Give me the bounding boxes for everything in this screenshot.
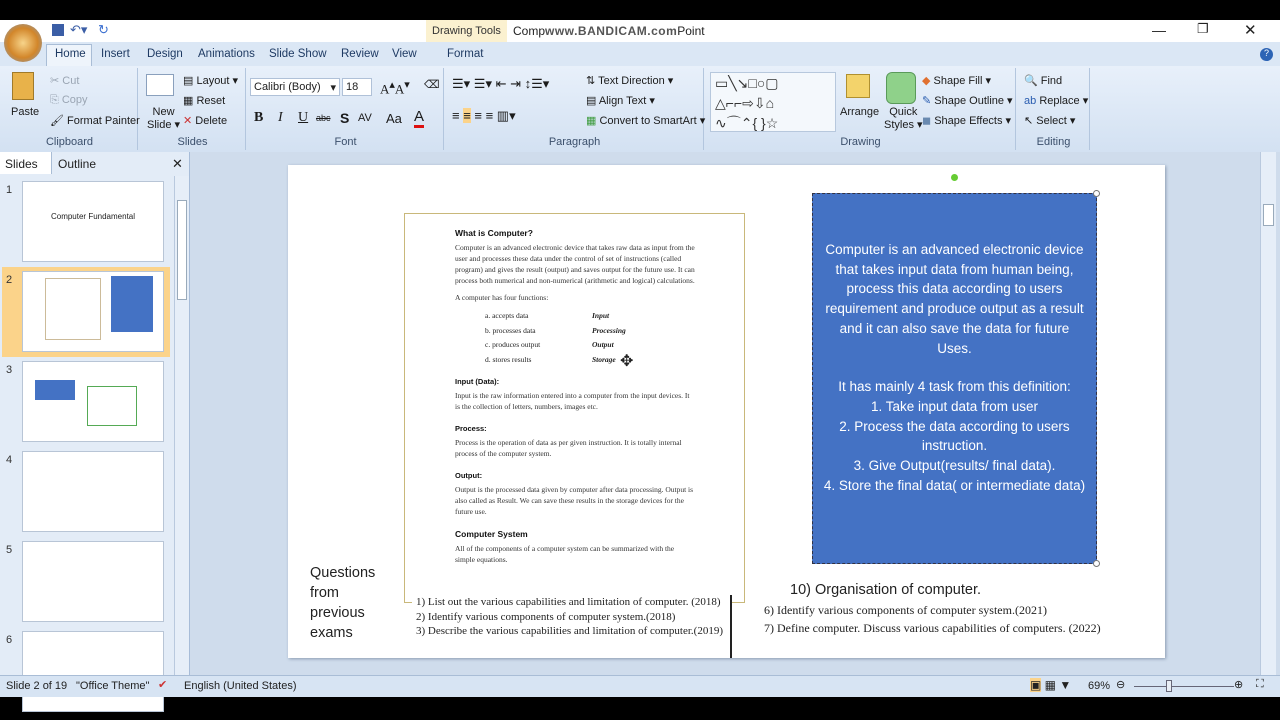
editing-group — [1018, 68, 1090, 150]
title-text: Comp — [513, 24, 546, 38]
align-buttons[interactable]: ≡ ≡ ≡ ≡ ▥▾ — [452, 108, 516, 123]
questions-label[interactable]: Questions from previous exams — [310, 565, 376, 641]
doc-heading: Process: — [455, 424, 487, 433]
tab-outline[interactable]: Outline — [58, 157, 97, 171]
slide-scrollbar[interactable] — [1260, 152, 1276, 675]
slide-canvas[interactable] — [288, 165, 1165, 658]
slide-thumbnail[interactable] — [22, 361, 164, 442]
arrange-icon — [846, 74, 870, 98]
paragraph-label: Paragraph — [548, 136, 601, 148]
strikethrough-button[interactable]: abc — [316, 113, 331, 123]
font-name-select[interactable]: Calibri (Body) ▾ — [250, 78, 340, 96]
cut-button[interactable]: ✂ Cut — [50, 75, 80, 87]
slide-thumbnail[interactable] — [22, 541, 164, 622]
mouse-cursor-icon: ✥ — [620, 353, 634, 370]
reset-button[interactable]: ▦ Reset — [183, 95, 226, 107]
tab-design[interactable]: Design — [147, 48, 183, 60]
document-image[interactable] — [404, 213, 745, 603]
office-button[interactable] — [4, 24, 42, 62]
scroll-thumb[interactable] — [1263, 204, 1274, 226]
question-item: 2) Identify various components of computer system.(2018) — [416, 610, 676, 623]
help-icon[interactable]: ? — [1260, 48, 1273, 61]
status-bar — [0, 675, 1280, 697]
paste-button[interactable]: Paste — [11, 106, 40, 118]
slides-label: Slides — [177, 136, 208, 148]
slide-counter: Slide 2 of 19 — [6, 680, 68, 692]
paragraph-group — [446, 68, 704, 150]
thumb-number: 3 — [6, 364, 13, 376]
organisation-heading[interactable]: 10) Organisation of computer. — [790, 582, 982, 598]
task-intro: It has mainly 4 task from this definition: — [838, 379, 1071, 395]
tab-view[interactable]: View — [392, 48, 417, 60]
doc-paragraph: Process is the operation of data as per given instruction. It is totally internal process of the computer system. — [455, 438, 682, 458]
ribbon — [0, 66, 1280, 152]
language[interactable]: English (United States) — [184, 680, 297, 692]
copy-button[interactable]: ⎘ Copy — [50, 94, 88, 106]
doc-heading: Computer System — [455, 529, 528, 539]
shadow-button[interactable]: S — [340, 110, 350, 126]
zoom-slider[interactable] — [1134, 686, 1234, 687]
char-spacing-button[interactable]: AV — [358, 112, 372, 124]
thumb-number: 6 — [6, 634, 13, 646]
thumb-number: 5 — [6, 544, 13, 556]
select-button[interactable]: ↖ Select ▾ — [1024, 115, 1076, 127]
tab-insert[interactable]: Insert — [101, 48, 130, 60]
resize-handle[interactable] — [1093, 560, 1100, 567]
slide-thumbnail[interactable] — [22, 451, 164, 532]
format-painter-button[interactable]: 🖌 Format Painter — [50, 115, 140, 127]
doc-heading: Input (Data): — [455, 377, 500, 386]
zoom-in-button[interactable]: ⊕ — [1234, 679, 1244, 691]
underline-button[interactable]: U — [298, 110, 309, 125]
question-item: 7) Define computer. Discuss various capabilities of computers. (2022) — [764, 620, 1101, 635]
window-title — [513, 24, 705, 38]
font-size-select[interactable]: 18 — [342, 78, 372, 96]
zoom-slider-thumb[interactable] — [1166, 680, 1172, 692]
slides-group — [140, 68, 246, 150]
title-bar — [0, 20, 1280, 42]
shape-outline-button[interactable]: ✎ Shape Outline ▾ — [922, 95, 1013, 107]
close-button[interactable]: ✕ — [1244, 22, 1257, 39]
bullets-button[interactable]: ☰▾ ☰▾ ⇤ ⇥ ↕☰▾ — [452, 76, 550, 91]
grow-font-button[interactable]: A▴A▾ — [380, 79, 410, 97]
close-pane-icon[interactable]: ✕ — [172, 156, 183, 171]
font-color-button[interactable]: A — [414, 108, 424, 128]
doc-paragraph: Input is the raw information entered into a computer from the input devices. It is the collection of letters, numbers, images etc. — [455, 391, 690, 411]
editing-label: Editing — [1036, 136, 1071, 148]
minimize-button[interactable]: — — [1152, 22, 1166, 38]
doc-paragraph: All of the components of a computer system can be summarized with the simple equations. — [455, 544, 675, 564]
tab-format[interactable]: Format — [447, 48, 484, 60]
thumb-number: 4 — [6, 454, 13, 466]
paste-icon — [12, 72, 34, 100]
shape-effects-button[interactable]: ◼ Shape Effects ▾ — [922, 115, 1012, 127]
questions-right[interactable] — [764, 602, 1144, 648]
zoom-out-button[interactable]: ⊖ — [1116, 679, 1126, 691]
fit-to-window-button[interactable]: ⛶ — [1256, 678, 1264, 690]
tab-home-label[interactable]: Home — [55, 48, 86, 60]
tab-review[interactable]: Review — [341, 48, 379, 60]
shapes-gallery[interactable]: ▭╲↘□○▢ △⌐⌐⇨⇩⌂ ∿⌒⌃{ }☆ — [710, 72, 836, 132]
questions-left[interactable] — [412, 595, 732, 658]
clipboard-label: Clipboard — [45, 136, 94, 148]
function-list: a. accepts data Input b. processes data Processing c. produces output Output d. stores results Storage — [485, 311, 626, 364]
slides-pane — [0, 152, 190, 675]
arrange-button[interactable]: Arrange — [840, 106, 880, 118]
view-buttons[interactable]: ▣ ▦ ▼ — [1030, 678, 1072, 692]
selected-text-box[interactable] — [812, 193, 1097, 564]
doc-paragraph: A computer has four functions: — [455, 293, 549, 302]
tab-slide-show[interactable]: Slide Show — [269, 48, 327, 60]
replace-button[interactable]: ab Replace ▾ — [1024, 95, 1089, 107]
delete-button[interactable]: ✕ Delete — [183, 115, 228, 127]
thumb-number: 1 — [6, 184, 13, 196]
new-slide-button[interactable]: New Slide ▾ — [147, 106, 181, 131]
task-item: 1. Take input data from user — [870, 398, 1039, 414]
drawing-label: Drawing — [840, 136, 881, 148]
shape-fill-button[interactable]: ◆ Shape Fill ▾ — [922, 75, 992, 87]
find-button[interactable]: 🔍 Find — [1024, 75, 1063, 87]
redo-icon[interactable]: ↻ — [98, 22, 109, 37]
smartart-button[interactable]: ▦ Convert to SmartArt ▾ — [586, 115, 706, 127]
pane-scrollbar[interactable] — [174, 176, 189, 675]
zoom-level[interactable]: 69% — [1088, 680, 1111, 692]
italic-button[interactable]: I — [278, 110, 283, 125]
question-item: 6) Identify various components of computer system.(2021) — [764, 603, 1047, 617]
clear-format-icon[interactable]: ⌫ — [424, 79, 440, 91]
slide-thumbnail-active[interactable] — [22, 271, 164, 352]
layout-button[interactable]: ▤ Layout ▾ — [183, 75, 239, 87]
task-item: 3. Give Output(results/ final data). — [853, 458, 1056, 474]
contextual-tab-label: Drawing Tools — [426, 20, 507, 42]
clipboard-group — [2, 68, 138, 150]
slide-thumbnail[interactable] — [22, 631, 164, 712]
quick-styles-button[interactable]: Quick Styles ▾ — [884, 106, 923, 131]
title-tail: Point — [677, 24, 705, 38]
rotation-handle[interactable] — [951, 174, 958, 181]
spellcheck-icon[interactable]: ✔ — [158, 679, 168, 691]
doc-paragraph: Output is the processed data given by computer after data processing. Output is also called as Result. We can save these results in the storage devices for the future use. — [455, 485, 694, 516]
question-item: 3) Describe the various capabilities and limitation of computer.(2019) — [416, 625, 723, 637]
doc-paragraph: Computer is an advanced electronic device that takes raw data as input from the user and processes these data under the control of set of instructions (called program) and gives the result (output) and saves output for the future use. It can process both numerical and non-numerical (arithmetic and logical) calculations. — [455, 243, 695, 285]
doc-heading: Output: — [455, 471, 483, 480]
text-direction-button[interactable]: ⇅ Text Direction ▾ — [586, 75, 674, 87]
font-group — [248, 68, 444, 150]
definition-text: Computer is an advanced electronic device that takes input data from human being, process this data according to users requirement and produce output as a result and it can also save the data for future Uses. — [825, 242, 1084, 356]
task-item: 2. Process the data according to users instruction. — [839, 418, 1070, 454]
quick-styles-icon — [886, 72, 916, 104]
font-label: Font — [334, 136, 357, 148]
tab-slides[interactable]: Slides — [0, 152, 52, 174]
doc-heading: What is Computer? — [455, 228, 533, 238]
ribbon-tabs — [0, 42, 1280, 66]
slide-thumbnail[interactable] — [22, 181, 164, 262]
save-icon[interactable] — [52, 24, 64, 36]
thumb-number: 2 — [6, 274, 13, 286]
align-text-button[interactable]: ▤ Align Text ▾ — [586, 95, 655, 107]
task-item: 4. Store the final data( or intermediate data) — [823, 477, 1086, 493]
thumb-title: Computer Fundamental — [50, 212, 136, 221]
bold-button[interactable]: B — [254, 110, 264, 125]
new-slide-icon — [146, 74, 174, 96]
question-item: 1) List out the various capabilities and limitation of computer. (2018) — [416, 596, 721, 608]
bandicam-watermark: www.BANDICAM.com — [545, 24, 678, 38]
restore-button[interactable]: ❐ — [1197, 21, 1209, 36]
undo-icon[interactable]: ↶▾ — [70, 22, 88, 37]
tab-animations[interactable]: Animations — [198, 48, 255, 60]
drawing-group — [706, 68, 1016, 150]
change-case-button[interactable]: Aa — [386, 111, 402, 126]
theme-name[interactable]: "Office Theme" — [76, 680, 150, 692]
resize-handle[interactable] — [1093, 190, 1100, 197]
